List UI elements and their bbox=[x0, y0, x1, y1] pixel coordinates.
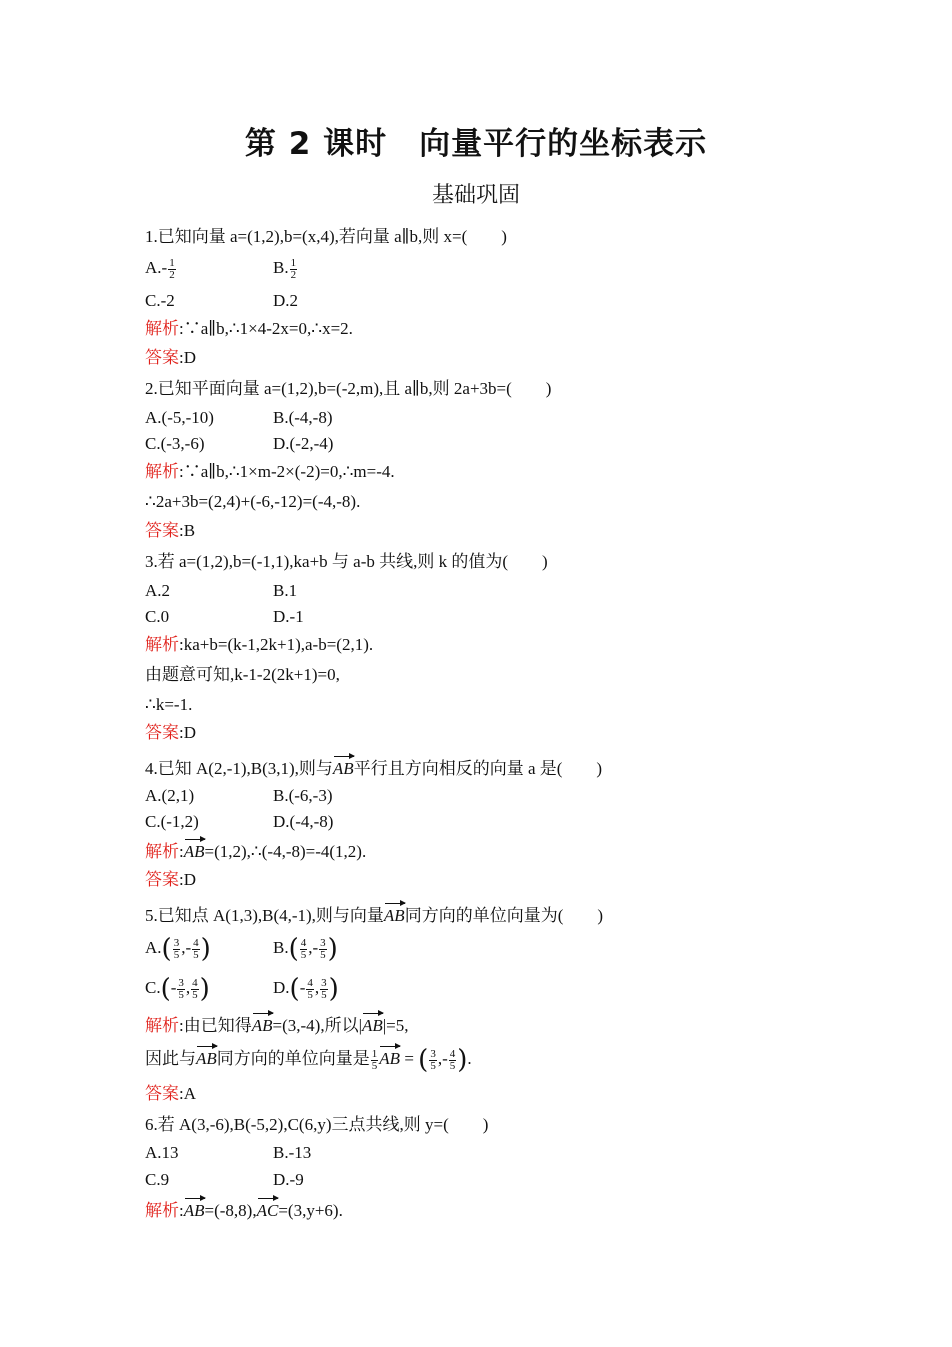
q4-stem: 4.已知 A(2,-1),B(3,1),则与AB平行且方向相反的向量 a 是( ) bbox=[145, 756, 602, 780]
fraction: $\frac{3}{5}$ bbox=[430, 1047, 436, 1072]
vector-ab: AB bbox=[196, 1046, 217, 1070]
q3-option-d: D.-1 bbox=[273, 607, 304, 626]
q5-option-b: B.( $\frac{4}{5}$ ,- $\frac{3}{5}$ ) bbox=[273, 934, 338, 965]
q6-option-b: B.-13 bbox=[273, 1143, 312, 1162]
vector-ac: AC bbox=[257, 1198, 279, 1222]
q1-option-d: D.2 bbox=[273, 291, 299, 310]
q2-stem: 2.已知平面向量 a=(1,2),b=(-2,m),且 a∥b,则 2a+3b=( ) bbox=[145, 379, 552, 398]
q6-analysis: 解析:AB=(-8,8),AC=(3,y+6). bbox=[145, 1198, 343, 1222]
q5-stem: 5.已知点 A(1,3),B(4,-1),则与向量AB同方向的单位向量为( ) bbox=[145, 903, 603, 927]
q2-analysis: 解析:∵a∥b,∴1×m-2×(-2)=0,∴m=-4. bbox=[145, 462, 395, 481]
fraction: $\frac{1}{2}$ bbox=[169, 256, 175, 281]
vector-ab: AB bbox=[384, 903, 405, 927]
q5-option-a: A.( $\frac{3}{5}$ ,- $\frac{4}{5}$ ) bbox=[145, 934, 211, 965]
q1-stem: 1.已知向量 a=(1,2),b=(x,4),若向量 a∥b,则 x=( ) bbox=[145, 227, 507, 246]
q6-option-c: C.9 bbox=[145, 1170, 170, 1189]
q4-option-c: C.(-1,2) bbox=[145, 812, 199, 831]
q6-stem: 6.若 A(3,-6),B(-5,2),C(6,y)三点共线,则 y=( ) bbox=[145, 1115, 489, 1134]
vector-ab: AB bbox=[184, 839, 205, 863]
fraction: $\frac{4}{5}$ bbox=[449, 1047, 456, 1072]
fraction: $\frac{3}{5}$ bbox=[178, 976, 184, 1001]
q6-option-d: D.-9 bbox=[273, 1170, 304, 1189]
answer-label: 答案 bbox=[145, 723, 179, 742]
fraction: $\frac{3}{5}$ bbox=[320, 936, 326, 961]
q3-option-c: C.0 bbox=[145, 607, 170, 626]
q4-option-a: A.(2,1) bbox=[145, 786, 195, 805]
section-title: 基础巩固 bbox=[431, 183, 520, 208]
q5-answer: 答案:A bbox=[145, 1084, 196, 1103]
fraction: $\frac{1}{2}$ bbox=[290, 256, 297, 281]
analysis-label: 解析 bbox=[145, 635, 179, 654]
answer-label: 答案 bbox=[145, 1084, 179, 1103]
fraction: $\frac{4}{5}$ bbox=[192, 976, 198, 1001]
q6-option-a: A.13 bbox=[145, 1143, 179, 1162]
q1-option-a bbox=[145, 257, 177, 281]
q3-stem: 3.若 a=(1,2),b=(-1,1),ka+b 与 a-b 共线,则 k 的值为( ) bbox=[145, 552, 548, 571]
analysis-label: 解析 bbox=[145, 1201, 179, 1220]
fraction: $\frac{3}{5}$ bbox=[321, 976, 327, 1001]
q3-analysis: 解析:ka+b=(k-1,2k+1),a-b=(2,1). bbox=[145, 635, 374, 654]
vector-ab: AB bbox=[333, 756, 354, 780]
q5-option-d: D.(- $\frac{4}{5}$ , $\frac{3}{5}$ ) bbox=[273, 974, 339, 1005]
q4-option-d: D.(-4,-8) bbox=[273, 812, 334, 831]
q2-option-b: B.(-4,-8) bbox=[273, 408, 333, 427]
q2-option-c: C.(-3,-6) bbox=[145, 434, 205, 453]
q3-answer: 答案:D bbox=[145, 723, 196, 742]
analysis-label: 解析 bbox=[145, 319, 179, 338]
q5-analysis: 解析:由已知得AB=(3,-4),所以|AB|=5, bbox=[145, 1013, 409, 1037]
q1-option-c: C.-2 bbox=[145, 291, 175, 310]
fraction: $\frac{4}{5}$ bbox=[193, 936, 199, 961]
q3-analysis-line3: ∴k=-1. bbox=[145, 695, 193, 714]
q2-option-d: D.(-2,-4) bbox=[273, 434, 334, 453]
q5-option-c: C.(- $\frac{3}{5}$ , $\frac{4}{5}$ ) bbox=[145, 974, 210, 1005]
q2-option-a: A.(-5,-10) bbox=[145, 408, 214, 427]
q1-option-b bbox=[273, 257, 298, 281]
vector-ab: AB bbox=[184, 1198, 205, 1222]
q3-analysis-line2: 由题意可知,k-1-2(2k+1)=0, bbox=[145, 665, 340, 684]
q1-answer: 答案:D bbox=[145, 348, 196, 367]
q3-option-b: B.1 bbox=[273, 581, 298, 600]
page-title: 第 2 课时 向量平行的坐标表示 bbox=[244, 126, 708, 162]
q2-answer: 答案:B bbox=[145, 521, 196, 540]
vector-ab: AB bbox=[379, 1046, 400, 1070]
q1-analysis: 解析:∵a∥b,∴1×4-2x=0,∴x=2. bbox=[145, 319, 353, 338]
fraction: $\frac{4}{5}$ bbox=[307, 976, 313, 1001]
fraction: $\frac{3}{5}$ bbox=[173, 936, 180, 961]
q1-option-a-prefix: A.- bbox=[145, 258, 168, 277]
fraction: $\frac{1}{5}$ bbox=[371, 1047, 378, 1072]
analysis-label: 解析 bbox=[145, 462, 179, 481]
vector-ab: AB bbox=[252, 1013, 273, 1037]
answer-label: 答案 bbox=[145, 870, 179, 889]
fraction: $\frac{4}{5}$ bbox=[300, 936, 307, 961]
q4-analysis: 解析:AB=(1,2),∴(-4,-8)=-4(1,2). bbox=[145, 839, 366, 863]
q4-answer: 答案:D bbox=[145, 870, 196, 889]
answer-label: 答案 bbox=[145, 348, 179, 367]
q3-option-a: A.2 bbox=[145, 581, 171, 600]
q5-analysis-line2: 因此与AB同方向的单位向量是 $\frac{1}{5}$ AB = ( $\frac{3}{5}$ ,- $\frac{4}{5}$ ). bbox=[145, 1045, 472, 1076]
q4-option-b: B.(-6,-3) bbox=[273, 786, 333, 805]
answer-label: 答案 bbox=[145, 521, 179, 540]
vector-ab: AB bbox=[362, 1013, 383, 1037]
analysis-label: 解析 bbox=[145, 1016, 179, 1035]
analysis-label: 解析 bbox=[145, 842, 179, 861]
q2-analysis-line2: ∴2a+3b=(2,4)+(-6,-12)=(-4,-8). bbox=[145, 492, 361, 511]
q1-option-b-prefix: B. bbox=[273, 258, 289, 277]
